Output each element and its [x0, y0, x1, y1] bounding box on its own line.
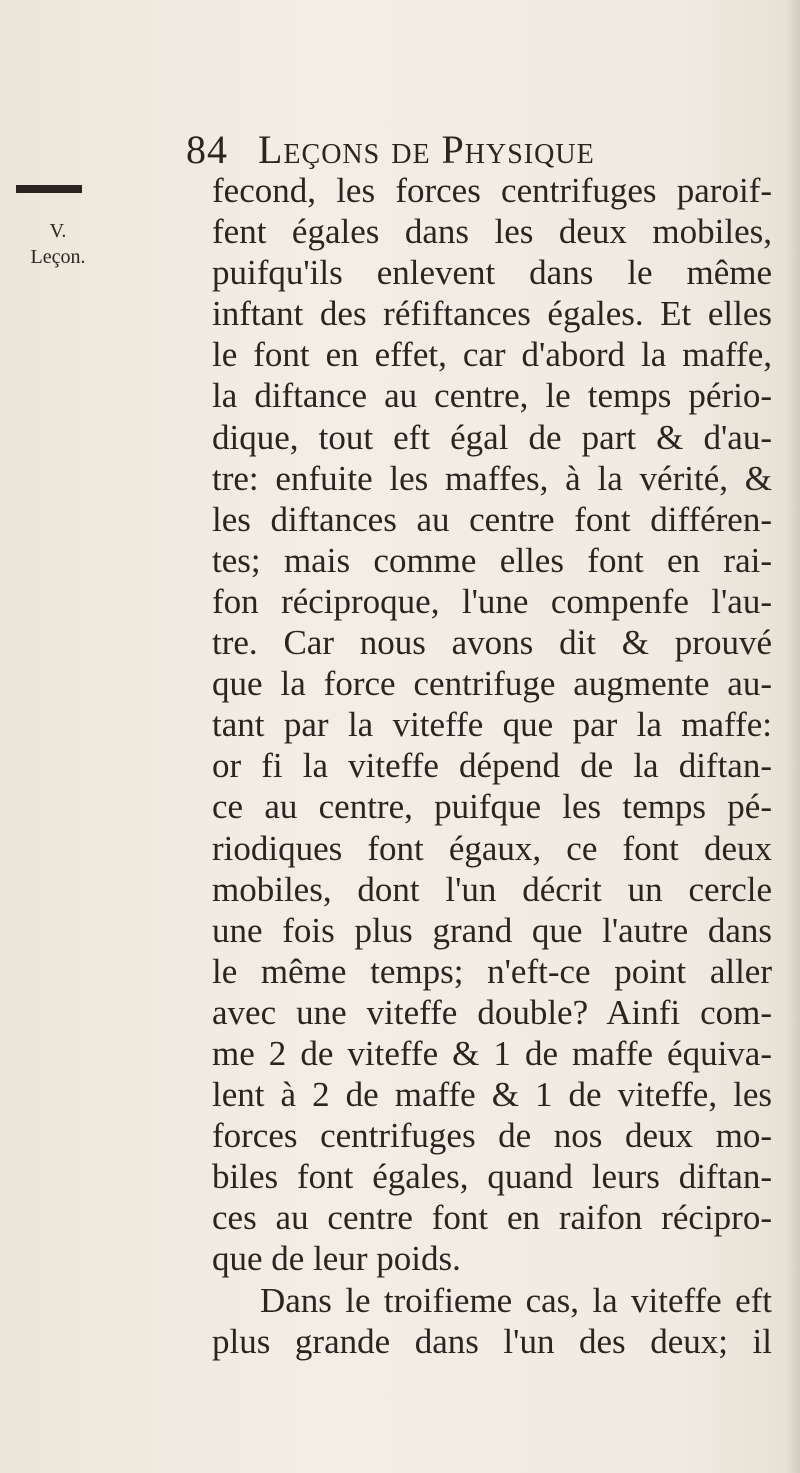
page-edge-shadow — [786, 0, 800, 1473]
text-line: fecond, les forces centrifuges paroif- — [212, 171, 772, 210]
text-line: riodiques font égaux, ce font deux — [212, 828, 772, 868]
text-line: dique, tout eft égal de part & d'au- — [212, 417, 772, 457]
margin-note-number: V. — [49, 220, 67, 242]
text-line: puifqu'ils enlevent dans le même — [212, 253, 772, 293]
body-text — [212, 170, 772, 1362]
text-line: avec une viteffe double? Ainfi com- — [212, 992, 772, 1032]
text-line: que la force centrifuge augmente au- — [212, 664, 772, 704]
text-line: inftant des réfiftances égales. Et elles — [212, 294, 772, 334]
text-line: que de leur poids. — [212, 1239, 461, 1279]
text-line: ces au centre font en raifon récipro- — [212, 1198, 772, 1238]
text-line: le font en effet, car d'abord la maffe, — [212, 335, 772, 375]
text-line: me 2 de viteffe & 1 de maffe équiva- — [212, 1033, 772, 1073]
text-line: tes; mais comme elles font en rai- — [212, 540, 772, 580]
text-line: une fois plus grand que l'autre dans — [212, 910, 772, 950]
text-line: plus grande dans l'un des deux; il — [212, 1321, 772, 1361]
margin-note-label: Leçon. — [30, 246, 86, 268]
text-line: forces centrifuges de nos deux mo- — [212, 1116, 772, 1156]
text-line: fent égales dans les deux mobiles, — [212, 212, 772, 252]
text-line: fon réciproque, l'une compenfe l'au- — [212, 581, 772, 621]
text-line: tant par la viteffe que par la maffe: — [212, 705, 772, 745]
text-line: tre. Car nous avons dit & prouvé — [212, 623, 772, 663]
text-line: tre: enfuite les maffes, à la vérité, & — [212, 458, 772, 498]
text-line: le même temps; n'eft-ce point aller — [212, 951, 772, 991]
text-line: les diftances au centre font différen- — [212, 499, 772, 539]
running-title: Leçons de Physique — [258, 127, 595, 172]
margin-note — [22, 218, 94, 270]
text-line: mobiles, dont l'un décrit un cercle — [212, 869, 772, 909]
text-line: ce au centre, puifque les temps pé- — [212, 787, 772, 827]
text-line: Dans le troifieme cas, la viteffe eft — [260, 1280, 772, 1320]
running-header — [186, 126, 595, 173]
text-line: biles font égales, quand leurs diftan- — [212, 1157, 772, 1197]
text-line: lent à 2 de maffe & 1 de viteffe, les — [212, 1075, 772, 1115]
text-line: la diftance au centre, le temps pério- — [212, 376, 772, 416]
margin-rule — [16, 185, 82, 193]
text-line: or fi la viteffe dépend de la diftan- — [212, 746, 772, 786]
page-number: 84 — [186, 127, 228, 172]
